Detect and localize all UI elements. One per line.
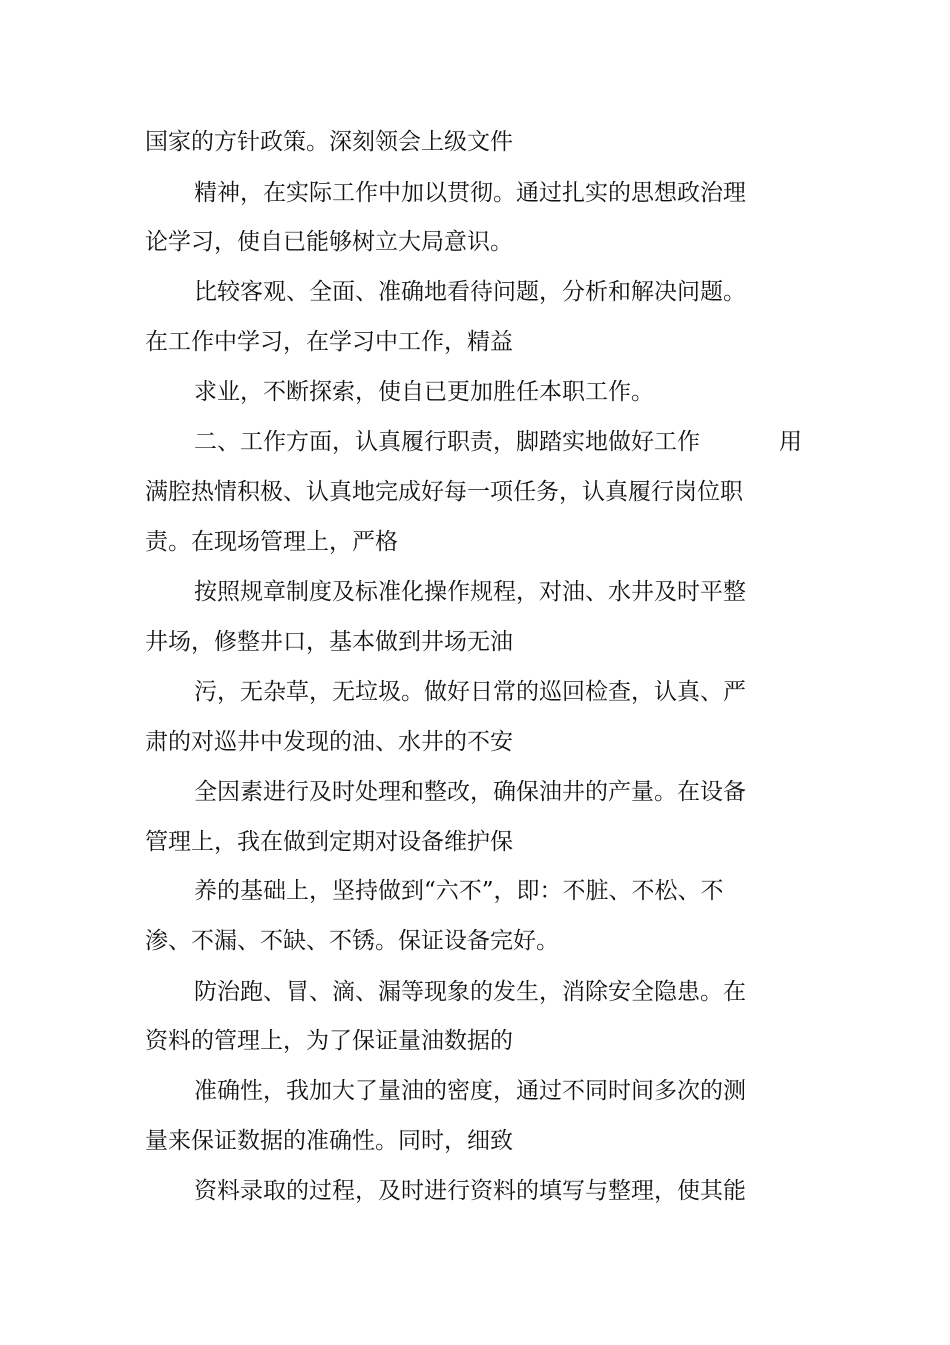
text-line: 量来保证数据的准确性。同时，细致 xyxy=(145,1128,513,1154)
text-line: 责。在现场管理上，严格 xyxy=(145,529,398,555)
text-line: 论学习，使自已能够树立大局意识。 xyxy=(145,229,513,255)
text-line: 在工作中学习，在学习中工作，精益 xyxy=(145,329,513,355)
text-line: 求业，不断探索，使自已更加胜任本职工作。 xyxy=(194,379,654,405)
text-line: 用 xyxy=(779,429,802,455)
text-line: 比较客观、全面、准确地看待问题，分析和解决问题。 xyxy=(194,279,746,305)
text-line: 井场，修整井口，基本做到井场无油 xyxy=(145,629,513,655)
text-line: 资料录取的过程，及时进行资料的填写与整理，使其能 xyxy=(194,1178,746,1204)
text-line: 防治跑、冒、滴、漏等现象的发生，消除安全隐患。在 xyxy=(194,979,746,1005)
text-line: 二、工作方面，认真履行职责，脚踏实地做好工作 xyxy=(194,429,700,455)
text-line: 精神，在实际工作中加以贯彻。通过扎实的思想政治理 xyxy=(194,180,746,206)
text-line: 肃的对巡井中发现的油、水井的不安 xyxy=(145,729,513,755)
text-line: 污，无杂草，无垃圾。做好日常的巡回检查，认真、严 xyxy=(194,679,746,705)
text-line: 按照规章制度及标准化操作规程，对油、水井及时平整 xyxy=(194,579,746,605)
text-line: 养的基础上，坚持做到“六不”，即：不脏、不松、不 xyxy=(194,878,724,904)
text-line: 国家的方针政策。深刻领会上级文件 xyxy=(145,129,513,155)
text-line: 渗、不漏、不缺、不锈。保证设备完好。 xyxy=(145,928,559,954)
text-line: 全因素进行及时处理和整改，确保油井的产量。在设备 xyxy=(194,779,746,805)
text-line: 准确性，我加大了量油的密度，通过不同时间多次的测 xyxy=(194,1078,746,1104)
text-line: 管理上，我在做到定期对设备维护保 xyxy=(145,829,513,855)
text-line: 满腔热情积极、认真地完成好每一项任务，认真履行岗位职 xyxy=(145,479,743,505)
text-line: 资料的管理上，为了保证量油数据的 xyxy=(145,1028,513,1054)
